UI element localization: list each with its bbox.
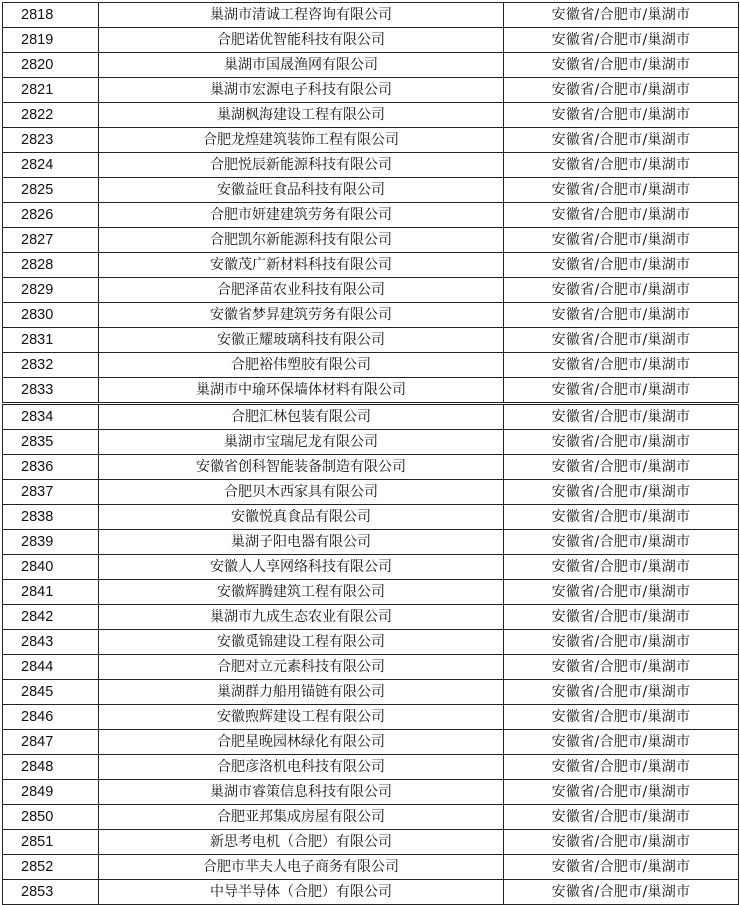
company-name-cell: 合肥悦辰新能源科技有限公司	[99, 153, 504, 178]
row-number-cell: 2846	[3, 705, 99, 730]
company-name-cell: 巢湖枫海建设工程有限公司	[99, 103, 504, 128]
row-number-cell: 2829	[3, 278, 99, 303]
table-body	[3, 3, 739, 905]
region-cell: 安徽省/合肥市/巢湖市	[504, 880, 739, 905]
table-row	[3, 580, 739, 605]
row-number-cell: 2835	[3, 430, 99, 455]
company-name-cell: 合肥对立元素科技有限公司	[99, 655, 504, 680]
row-number-cell: 2849	[3, 780, 99, 805]
row-number-cell: 2851	[3, 830, 99, 855]
table-row	[3, 328, 739, 353]
region-cell: 安徽省/合肥市/巢湖市	[504, 630, 739, 655]
region-cell: 安徽省/合肥市/巢湖市	[504, 253, 739, 278]
region-cell: 安徽省/合肥市/巢湖市	[504, 404, 739, 430]
region-cell: 安徽省/合肥市/巢湖市	[504, 78, 739, 103]
company-name-cell: 安徽益旺食品科技有限公司	[99, 178, 504, 203]
row-number-cell: 2836	[3, 455, 99, 480]
row-number-cell: 2834	[3, 404, 99, 430]
table-row	[3, 53, 739, 78]
region-cell: 安徽省/合肥市/巢湖市	[504, 303, 739, 328]
table-row	[3, 655, 739, 680]
table-row	[3, 880, 739, 905]
row-number-cell: 2827	[3, 228, 99, 253]
region-cell: 安徽省/合肥市/巢湖市	[504, 153, 739, 178]
table-row	[3, 805, 739, 830]
company-name-cell: 巢湖市宝瑞尼龙有限公司	[99, 430, 504, 455]
row-number-cell: 2837	[3, 480, 99, 505]
table-row	[3, 103, 739, 128]
row-number-cell: 2820	[3, 53, 99, 78]
row-number-cell: 2833	[3, 378, 99, 404]
row-number-cell: 2844	[3, 655, 99, 680]
region-cell: 安徽省/合肥市/巢湖市	[504, 555, 739, 580]
company-name-cell: 安徽悦真食品有限公司	[99, 505, 504, 530]
region-cell: 安徽省/合肥市/巢湖市	[504, 203, 739, 228]
region-cell: 安徽省/合肥市/巢湖市	[504, 378, 739, 404]
row-number-cell: 2848	[3, 755, 99, 780]
table-row	[3, 605, 739, 630]
company-name-cell: 合肥泽苗农业科技有限公司	[99, 278, 504, 303]
region-cell: 安徽省/合肥市/巢湖市	[504, 730, 739, 755]
table-row	[3, 228, 739, 253]
table-row	[3, 855, 739, 880]
row-number-cell: 2843	[3, 630, 99, 655]
company-name-cell: 巢湖群力船用锚链有限公司	[99, 680, 504, 705]
company-name-cell: 合肥诺优智能科技有限公司	[99, 28, 504, 53]
table-row	[3, 78, 739, 103]
table-row	[3, 153, 739, 178]
region-cell: 安徽省/合肥市/巢湖市	[504, 103, 739, 128]
table-row	[3, 128, 739, 153]
row-number-cell: 2831	[3, 328, 99, 353]
region-cell: 安徽省/合肥市/巢湖市	[504, 53, 739, 78]
table-row	[3, 730, 739, 755]
region-cell: 安徽省/合肥市/巢湖市	[504, 455, 739, 480]
company-name-cell: 合肥贝木西家具有限公司	[99, 480, 504, 505]
table-row	[3, 505, 739, 530]
region-cell: 安徽省/合肥市/巢湖市	[504, 605, 739, 630]
row-number-cell: 2825	[3, 178, 99, 203]
region-cell: 安徽省/合肥市/巢湖市	[504, 430, 739, 455]
table-row	[3, 28, 739, 53]
company-name-cell: 巢湖市宏源电子科技有限公司	[99, 78, 504, 103]
company-name-cell: 安徽人人享网络科技有限公司	[99, 555, 504, 580]
region-cell: 安徽省/合肥市/巢湖市	[504, 353, 739, 378]
company-name-cell: 巢湖市睿策信息科技有限公司	[99, 780, 504, 805]
region-cell: 安徽省/合肥市/巢湖市	[504, 328, 739, 353]
region-cell: 安徽省/合肥市/巢湖市	[504, 655, 739, 680]
company-list-table	[2, 2, 739, 905]
company-name-cell: 合肥亚邦集成房屋有限公司	[99, 805, 504, 830]
table-row	[3, 178, 739, 203]
region-cell: 安徽省/合肥市/巢湖市	[504, 228, 739, 253]
company-name-cell: 合肥裕伟塑胶有限公司	[99, 353, 504, 378]
company-name-cell: 巢湖市中瑜环保墙体材料有限公司	[99, 378, 504, 404]
region-cell: 安徽省/合肥市/巢湖市	[504, 178, 739, 203]
table-row	[3, 680, 739, 705]
row-number-cell: 2840	[3, 555, 99, 580]
table-row	[3, 353, 739, 378]
company-name-cell: 巢湖市九成生态农业有限公司	[99, 605, 504, 630]
region-cell: 安徽省/合肥市/巢湖市	[504, 830, 739, 855]
table-row	[3, 530, 739, 555]
region-cell: 安徽省/合肥市/巢湖市	[504, 128, 739, 153]
region-cell: 安徽省/合肥市/巢湖市	[504, 278, 739, 303]
company-name-cell: 合肥凯尔新能源科技有限公司	[99, 228, 504, 253]
row-number-cell: 2842	[3, 605, 99, 630]
table-row	[3, 480, 739, 505]
region-cell: 安徽省/合肥市/巢湖市	[504, 480, 739, 505]
table-row	[3, 430, 739, 455]
region-cell: 安徽省/合肥市/巢湖市	[504, 780, 739, 805]
table-row	[3, 705, 739, 730]
region-cell: 安徽省/合肥市/巢湖市	[504, 705, 739, 730]
row-number-cell: 2821	[3, 78, 99, 103]
region-cell: 安徽省/合肥市/巢湖市	[504, 855, 739, 880]
table-row	[3, 780, 739, 805]
table-row	[3, 755, 739, 780]
company-name-cell: 巢湖市国晟渔网有限公司	[99, 53, 504, 78]
company-name-cell: 安徽觅锦建设工程有限公司	[99, 630, 504, 655]
region-cell: 安徽省/合肥市/巢湖市	[504, 530, 739, 555]
row-number-cell: 2818	[3, 3, 99, 28]
row-number-cell: 2826	[3, 203, 99, 228]
row-number-cell: 2822	[3, 103, 99, 128]
region-cell: 安徽省/合肥市/巢湖市	[504, 3, 739, 28]
row-number-cell: 2838	[3, 505, 99, 530]
region-cell: 安徽省/合肥市/巢湖市	[504, 505, 739, 530]
company-name-cell: 安徽省梦昇建筑劳务有限公司	[99, 303, 504, 328]
company-name-cell: 巢湖市清诚工程咨询有限公司	[99, 3, 504, 28]
row-number-cell: 2830	[3, 303, 99, 328]
region-cell: 安徽省/合肥市/巢湖市	[504, 755, 739, 780]
table-row	[3, 278, 739, 303]
table-row	[3, 303, 739, 328]
company-name-cell: 中导半导体（合肥）有限公司	[99, 880, 504, 905]
table-row	[3, 404, 739, 430]
region-cell: 安徽省/合肥市/巢湖市	[504, 680, 739, 705]
company-name-cell: 合肥彦洛机电科技有限公司	[99, 755, 504, 780]
table-row	[3, 830, 739, 855]
company-name-cell: 合肥市妍建建筑劳务有限公司	[99, 203, 504, 228]
company-name-cell: 安徽正耀玻璃科技有限公司	[99, 328, 504, 353]
row-number-cell: 2841	[3, 580, 99, 605]
row-number-cell: 2845	[3, 680, 99, 705]
table-row	[3, 3, 739, 28]
company-name-cell: 安徽辉腾建筑工程有限公司	[99, 580, 504, 605]
table-row	[3, 203, 739, 228]
row-number-cell: 2828	[3, 253, 99, 278]
company-name-cell: 合肥龙煌建筑装饰工程有限公司	[99, 128, 504, 153]
table-row	[3, 378, 739, 404]
company-name-cell: 合肥汇林包装有限公司	[99, 404, 504, 430]
table-row	[3, 455, 739, 480]
row-number-cell: 2853	[3, 880, 99, 905]
region-cell: 安徽省/合肥市/巢湖市	[504, 580, 739, 605]
company-name-cell: 安徽煦辉建设工程有限公司	[99, 705, 504, 730]
table-row	[3, 630, 739, 655]
row-number-cell: 2852	[3, 855, 99, 880]
row-number-cell: 2832	[3, 353, 99, 378]
table-row	[3, 555, 739, 580]
row-number-cell: 2850	[3, 805, 99, 830]
company-name-cell: 合肥市芈夫人电子商务有限公司	[99, 855, 504, 880]
region-cell: 安徽省/合肥市/巢湖市	[504, 805, 739, 830]
company-name-cell: 安徽省创科智能装备制造有限公司	[99, 455, 504, 480]
table-row	[3, 253, 739, 278]
row-number-cell: 2839	[3, 530, 99, 555]
row-number-cell: 2819	[3, 28, 99, 53]
row-number-cell: 2847	[3, 730, 99, 755]
company-name-cell: 新思考电机（合肥）有限公司	[99, 830, 504, 855]
region-cell: 安徽省/合肥市/巢湖市	[504, 28, 739, 53]
row-number-cell: 2823	[3, 128, 99, 153]
row-number-cell: 2824	[3, 153, 99, 178]
company-name-cell: 安徽茂广新材料科技有限公司	[99, 253, 504, 278]
company-name-cell: 合肥星晚园林绿化有限公司	[99, 730, 504, 755]
company-name-cell: 巢湖子阳电器有限公司	[99, 530, 504, 555]
